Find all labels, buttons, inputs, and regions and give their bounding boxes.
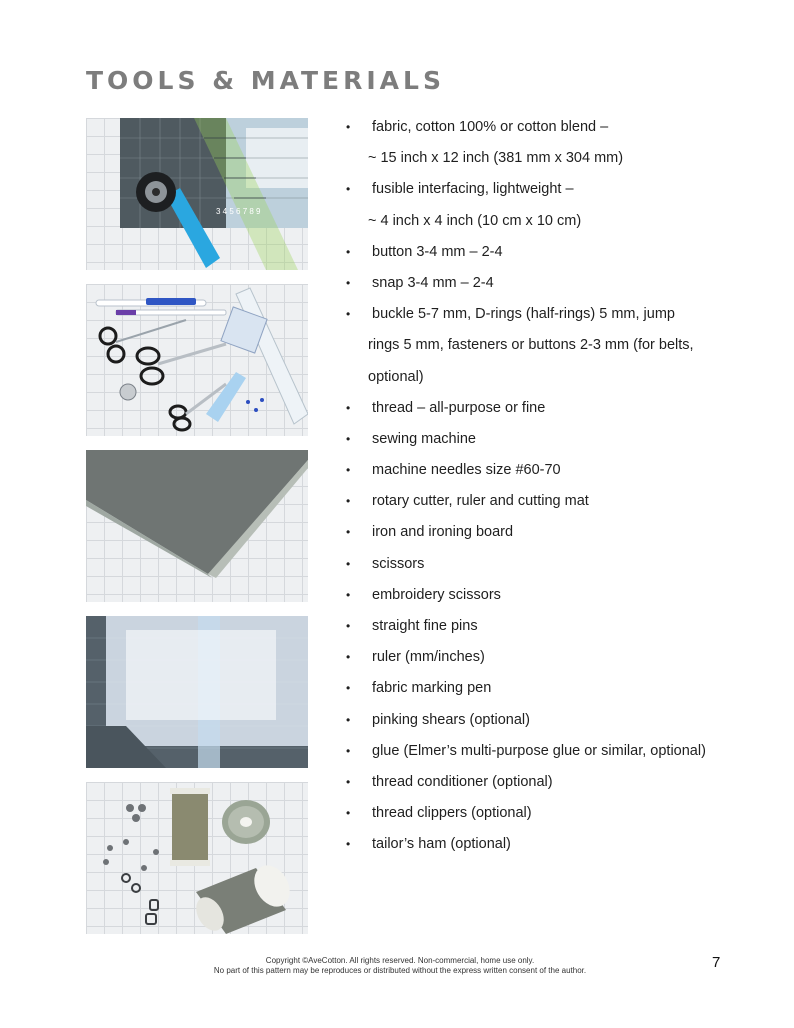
material-text: button 3-4 mm – 2-4	[372, 243, 503, 260]
page-title: TOOLS & MATERIALS	[86, 66, 445, 95]
bullet-icon: •	[346, 587, 351, 602]
material-item	[346, 424, 766, 455]
material-text: thread – all-purpose or fine	[372, 399, 546, 416]
bullet-icon: •	[346, 774, 351, 789]
material-text: buckle 5-7 mm, D-rings (half-rings) 5 mm, jump	[372, 306, 675, 323]
material-text: fabric, cotton 100% or cotton blend –	[372, 119, 609, 135]
bullet-icon: •	[346, 431, 351, 446]
material-text: optional)	[368, 368, 424, 385]
footer-line-1: Copyright ©AveCotton. All rights reserved. Non-commercial, home use only.	[265, 956, 535, 965]
material-item	[346, 112, 766, 143]
material-text: sewing machine	[372, 430, 476, 447]
bullet-icon: •	[346, 650, 351, 665]
material-item-continuation	[346, 143, 766, 174]
material-text: glue (Elmer’s multi-purpose glue or similar, optional)	[372, 742, 706, 759]
photo-fabric	[86, 450, 308, 602]
bullet-icon: •	[346, 463, 351, 478]
material-item	[346, 736, 766, 767]
material-item	[346, 767, 766, 798]
materials-list	[346, 112, 766, 861]
material-text: iron and ironing board	[372, 524, 514, 541]
photo-interfacing	[86, 616, 308, 768]
material-item	[346, 829, 766, 860]
bullet-icon: •	[346, 712, 351, 727]
material-text: fabric marking pen	[372, 680, 492, 697]
material-text: rings 5 mm, fasteners or buttons 2-3 mm (for belts,	[368, 337, 694, 354]
material-item	[346, 798, 766, 829]
photo-sewing-notions	[86, 284, 308, 436]
photo-cutting-tools	[86, 118, 308, 270]
svg-text:3 4 5 6 7 8 9: 3 4 5 6 7 8 9	[216, 207, 261, 216]
material-item	[346, 268, 766, 299]
material-text: thread conditioner (optional)	[372, 773, 553, 790]
bullet-icon: •	[346, 681, 351, 696]
bullet-icon: •	[346, 244, 351, 259]
material-item	[346, 642, 766, 673]
material-text: straight fine pins	[372, 618, 478, 634]
bullet-icon: •	[346, 837, 351, 852]
material-text: ~ 4 inch x 4 inch (10 cm x 10 cm)	[368, 212, 582, 229]
bullet-icon: •	[346, 182, 351, 197]
footer-line-2: No part of this pattern may be reproduces or distributed without the express written consent of the author.	[213, 966, 587, 975]
material-item	[346, 611, 766, 642]
material-text: thread clippers (optional)	[372, 805, 532, 822]
material-text: embroidery scissors	[372, 586, 501, 603]
material-item	[346, 549, 766, 580]
bullet-icon: •	[346, 494, 351, 509]
material-text: machine needles size #60-70	[372, 462, 561, 479]
material-text: rotary cutter, ruler and cutting mat	[372, 493, 589, 510]
bullet-icon: •	[346, 400, 351, 415]
material-text: ruler (mm/inches)	[372, 649, 485, 666]
photo-thread-hardware	[86, 782, 308, 934]
material-item	[346, 174, 766, 205]
bullet-icon: •	[346, 619, 351, 633]
material-text: pinking shears (optional)	[372, 711, 530, 728]
material-item	[346, 705, 766, 736]
material-item	[346, 486, 766, 517]
material-item	[346, 455, 766, 486]
material-text: scissors	[372, 555, 425, 572]
material-item	[346, 580, 766, 611]
page-number: 7	[712, 954, 721, 971]
material-item	[346, 237, 766, 268]
bullet-icon: •	[346, 806, 351, 821]
bullet-icon: •	[346, 556, 351, 571]
material-text: ~ 15 inch x 12 inch (381 mm x 304 mm)	[368, 150, 624, 167]
material-text: snap 3-4 mm – 2-4	[372, 274, 494, 291]
material-item-continuation	[346, 330, 766, 361]
bullet-icon: •	[346, 525, 351, 540]
bullet-icon: •	[346, 120, 351, 134]
material-item	[346, 673, 766, 704]
material-text: tailor’s ham (optional)	[372, 836, 511, 853]
footer-copyright	[120, 956, 680, 976]
material-item	[346, 393, 766, 424]
material-item	[346, 299, 766, 330]
bullet-icon: •	[346, 275, 351, 290]
material-item	[346, 517, 766, 548]
bullet-icon: •	[346, 743, 351, 758]
bullet-icon: •	[346, 307, 351, 322]
material-item-continuation	[346, 206, 766, 237]
material-text: fusible interfacing, lightweight –	[372, 181, 574, 198]
material-item-continuation	[346, 362, 766, 393]
